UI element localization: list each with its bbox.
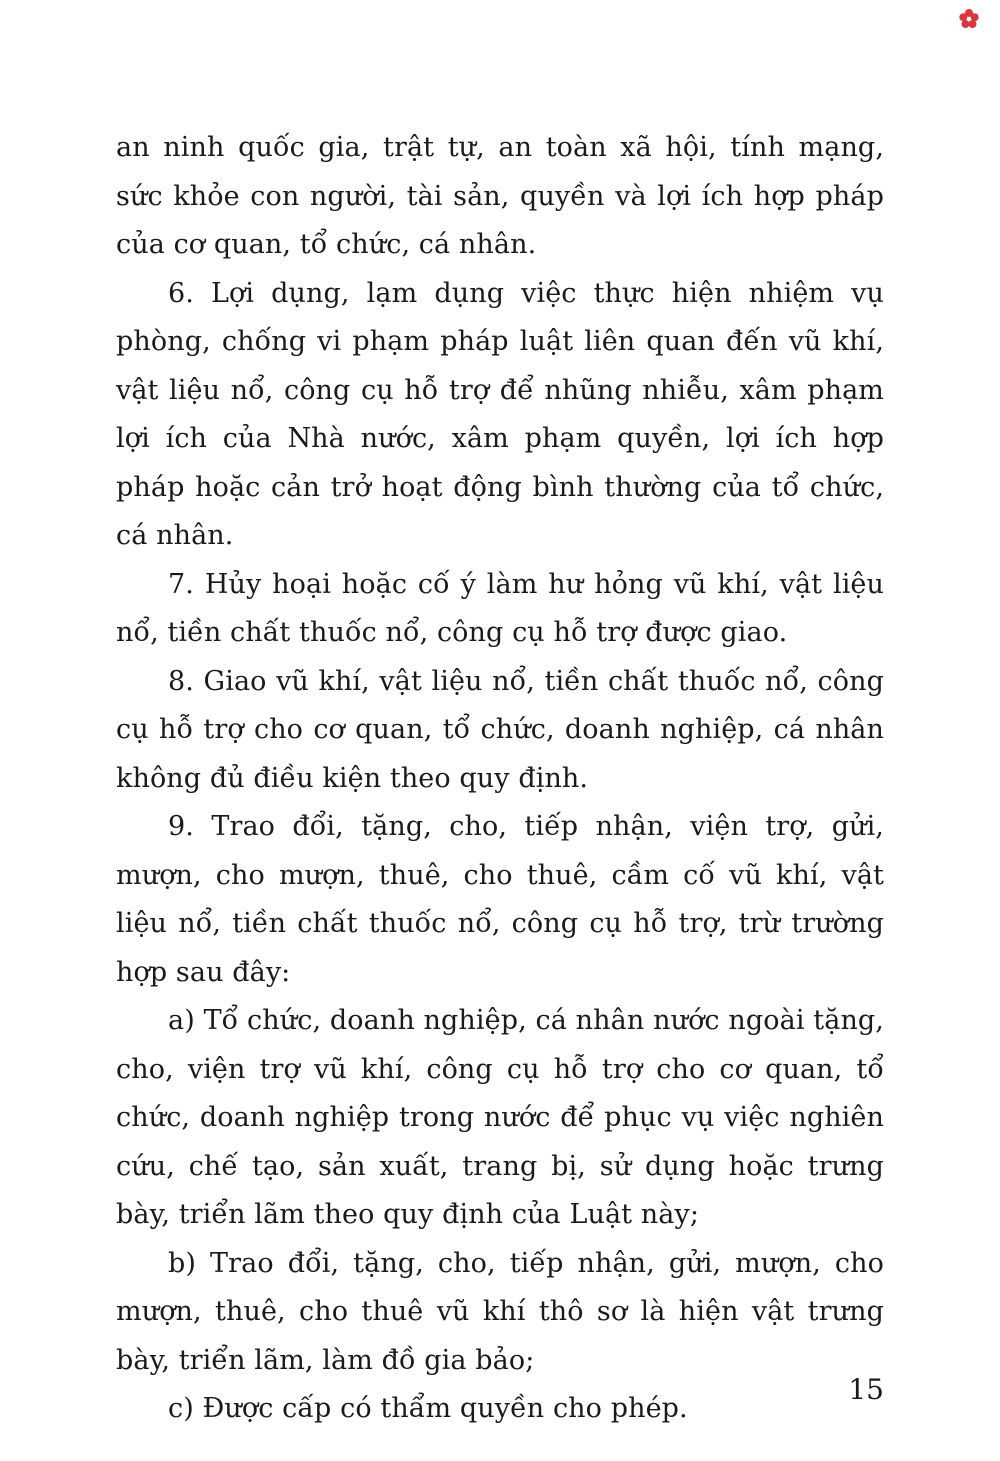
page-number: 15 [848,1373,884,1406]
paragraph-item-9b: b) Trao đổi, tặng, cho, tiếp nhận, gửi, mượn, cho mượn, thuê, cho thuê vũ khí thô sơ là hiện vật trưng bày, triển lãm, làm đồ gia bảo; [116,1247,884,1376]
paragraph-item-8: 8. Giao vũ khí, vật liệu nổ, tiền chất thuốc nổ, công cụ hỗ trợ cho cơ quan, tổ chức, doanh nghiệp, cá nhân không đủ điều kiện theo quy định. [116,665,884,794]
paragraph-item-9a: a) Tổ chức, doanh nghiệp, cá nhân nước ngoài tặng, cho, viện trợ vũ khí, công cụ hỗ trợ cho cơ quan, tổ chức, doanh nghiệp trong nước để phục vụ việc nghiên cứu, chế tạo, sản xuất, trang bị, sử dụng hoặc trưng bày, triển lãm theo quy định của Luật này; [116,1005,884,1230]
paragraph-item-9: 9. Trao đổi, tặng, cho, tiếp nhận, viện trợ, gửi, mượn, cho mượn, thuê, cho thuê, cầm cố vũ khí, vật liệu nổ, tiền chất thuốc nổ, công cụ hỗ trợ, trừ trường hợp sau đây: [116,811,884,988]
flower-icon [958,8,980,30]
paragraph-item-6: 6. Lợi dụng, lạm dụng việc thực hiện nhiệm vụ phòng, chống vi phạm pháp luật liên quan đến vũ khí, vật liệu nổ, công cụ hỗ trợ để nhũng nhiễu, xâm phạm lợi ích của Nhà nước, xâm phạm quyền, lợi ích hợp pháp hoặc cản trở hoạt động bình thường của tổ chức, cá nhân. [116,277,884,551]
paragraph-item-9c: c) Được cấp có thẩm quyền cho phép. [168,1393,688,1424]
page-body [116,124,884,1434]
paragraph-continuation: an ninh quốc gia, trật tự, an toàn xã hội, tính mạng, sức khỏe con người, tài sản, quyền và lợi ích hợp pháp của cơ quan, tổ chức, cá nhân. [116,132,884,260]
paragraph-item-7: 7. Hủy hoại hoặc cố ý làm hư hỏng vũ khí, vật liệu nổ, tiền chất thuốc nổ, công cụ hỗ trợ được giao. [116,568,884,648]
